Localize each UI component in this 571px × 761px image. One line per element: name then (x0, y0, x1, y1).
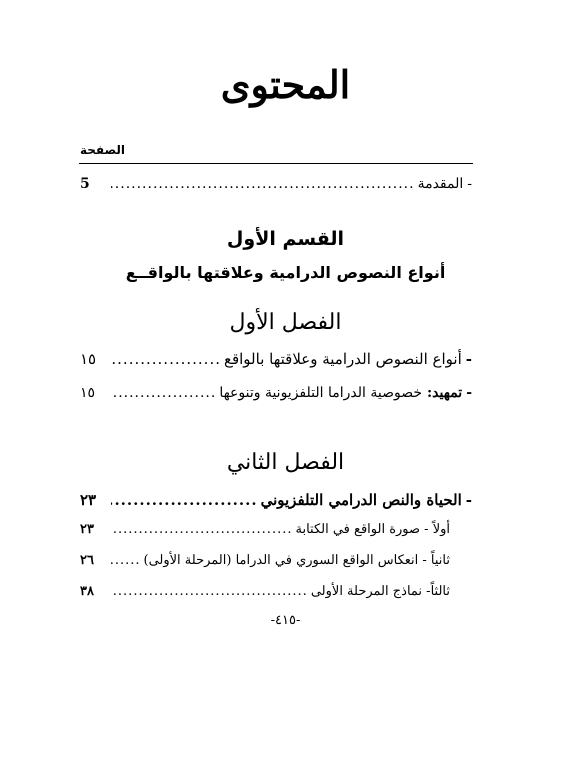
entry-label: أولاً - صورة الواقع في الكتابة (295, 522, 450, 537)
leader-dots (111, 553, 141, 568)
entry-label: خصوصية الدراما التلفزيونية وتنوعها (219, 385, 422, 401)
entry-prefix: تمهيد: (427, 385, 463, 401)
entry-label: المقدمة (417, 176, 464, 192)
leader-dots (111, 176, 415, 192)
entry-page-number: ٣٨ (80, 584, 94, 599)
entry-dash: - (465, 350, 472, 368)
header-rule (79, 163, 473, 164)
toc-entry[interactable] (80, 491, 472, 515)
leader-dots (111, 491, 258, 509)
entry-page-number: 5 (80, 176, 90, 192)
entry-page-number: ٢٣ (80, 491, 97, 509)
section-subtitle: أنواع النصوص الدرامية وعلاقتها بالواقــع (125, 263, 446, 282)
leader-dots (111, 350, 221, 368)
entry-label: ثانياً - انعكاس الواقع السوري في الدراما (المرحلة الأولى) (143, 553, 450, 568)
leader-dots (111, 584, 308, 599)
entry-label: ثالثاً- نماذج المرحلة الأولى (310, 584, 450, 599)
page-number-footer: -٤١٥- (270, 613, 301, 628)
leader-dots (111, 385, 216, 401)
entry-page-number: ٢٣ (80, 522, 94, 537)
toc-entry[interactable] (80, 350, 472, 374)
toc-entry[interactable] (80, 385, 472, 409)
toc-entry[interactable] (80, 584, 472, 608)
chapter-2-title: الفصل الثاني (226, 450, 345, 475)
entry-page-number: ١٥ (80, 385, 96, 401)
page-column-label: الصفحة (80, 143, 126, 157)
entry-page-number: ٢٦ (80, 553, 94, 568)
toc-entry-intro[interactable] (80, 176, 472, 200)
toc-entry[interactable] (80, 553, 472, 577)
entry-dash: - (466, 385, 472, 401)
page-title: المحتوى (220, 62, 351, 107)
section-title: القسم الأول (226, 228, 345, 250)
entry-dash: - (465, 491, 472, 509)
toc-entry[interactable] (80, 522, 472, 546)
leader-dots (111, 522, 292, 537)
entry-dash: - (467, 176, 472, 192)
chapter-1-title: الفصل الأول (229, 310, 342, 335)
entry-page-number: ١٥ (80, 350, 97, 368)
entry-label: الحياة والنص الدرامي التلفزيوني (260, 491, 462, 509)
entry-label: أنواع النصوص الدرامية وعلاقتها بالواقع (223, 350, 462, 368)
